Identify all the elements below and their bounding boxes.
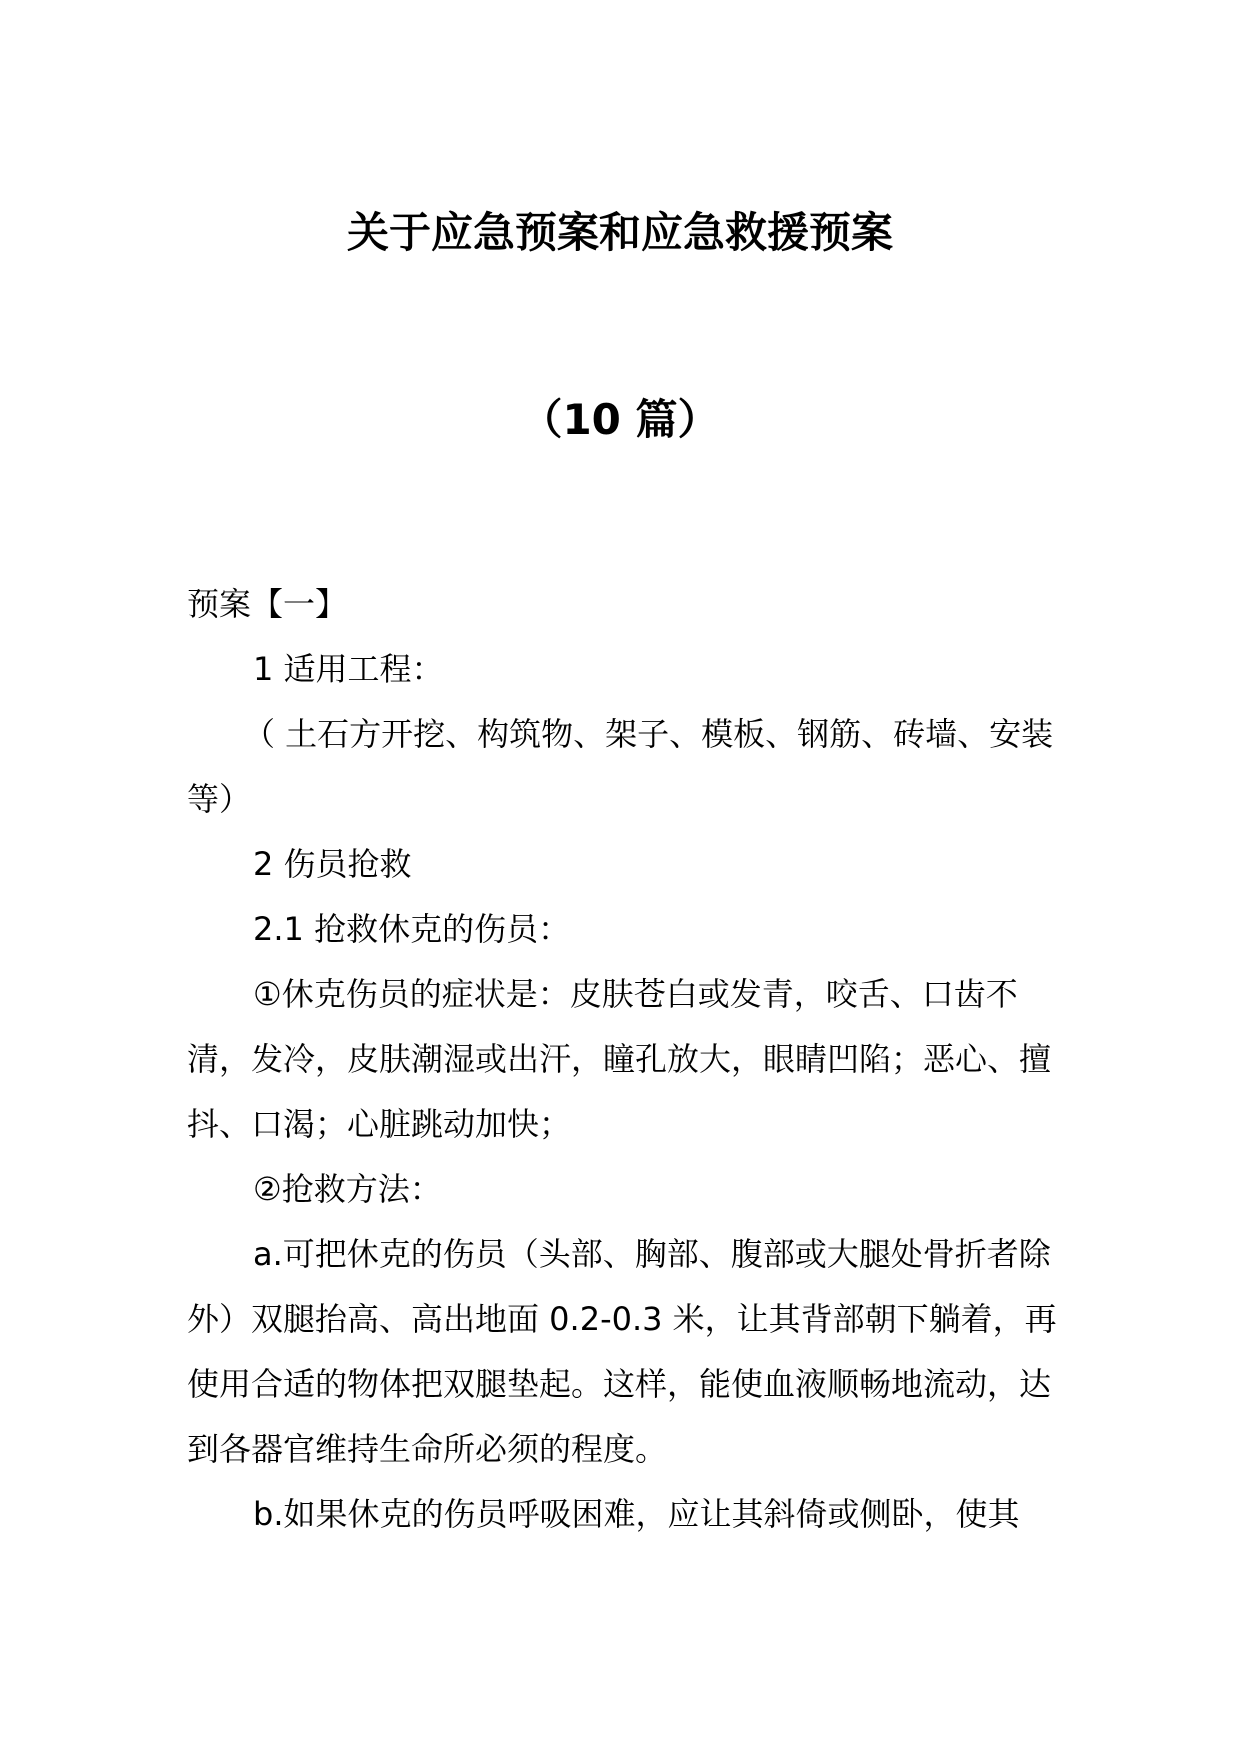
paragraph: 1 适用工程： — [253, 650, 444, 688]
paragraph: ②抢救方法： — [253, 1170, 442, 1208]
document-title: 关于应急预案和应急救援预案 — [346, 208, 893, 257]
document-body — [187, 572, 1077, 1547]
paragraph: （ 土石方开挖、构筑物、架子、模板、钢筋、砖墙、安装等） — [187, 715, 1054, 818]
paragraph: ①休克伤员的症状是：皮肤苍白或发青，咬舌、口齿不清，发冷，皮肤潮湿或出汗，瞳孔放大，眼睛凹陷；恶心、擅抖、口渴；心脏跳动加快； — [187, 975, 1052, 1143]
paragraph: 2 伤员抢救 — [253, 845, 412, 883]
document-subtitle: （10 篇） — [520, 395, 720, 444]
paragraph: 2.1 抢救休克的伤员： — [253, 910, 571, 948]
section-heading: 预案【一】 — [187, 585, 348, 623]
paragraph: a.可把休克的伤员（头部、胸部、腹部或大腿处骨折者除外）双腿抬高、高出地面 0.2-0.3 米，让其背部朝下躺着，再使用合适的物体把双腿垫起。这样，能使血液顺畅地流动，达到各器官维持生命所必须的程度。 — [187, 1235, 1057, 1468]
paragraph: b.如果休克的伤员呼吸困难，应让其斜倚或侧卧，使其 — [253, 1495, 1020, 1533]
